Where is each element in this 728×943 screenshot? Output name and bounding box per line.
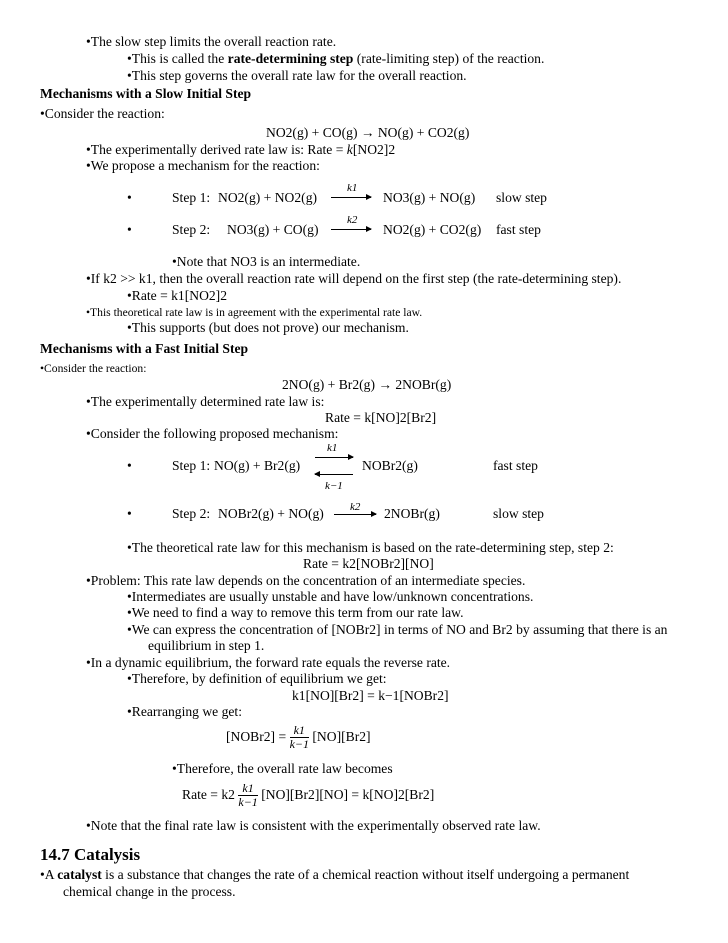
equation-rearranged [226,722,371,752]
label-step1-k: k1 [347,182,358,194]
text-catalyst-post: is a substance that changes the rate of a chemical reaction without itself undergoing a permanent [101,867,630,882]
heading-slow-initial-step: Mechanisms with a Slow Initial Step [40,86,252,101]
text-exp-rate-law-1 [86,142,395,158]
text-express-1: •We can express the concentration of [NOBr2] in terms of NO and Br2 by assuming that there is an [127,622,668,637]
bullet: • [127,458,132,473]
text-step-governs: •This step governs the overall rate law for the overall reaction. [127,68,467,83]
text-fstep2-reactants: NOBr2(g) + NO(g) [218,506,324,521]
text-rearr-rhs: [NO][Br2] [312,729,371,744]
text-therefore-definition: •Therefore, by definition of equilibrium we get: [127,671,387,686]
equation-reaction-2: 2NO(g) + Br2(g) → 2NOBr(g) [282,377,452,392]
text-fstep1-reactants: NO(g) + Br2(g) [214,458,301,473]
text-catalyst-bold: catalyst [57,867,102,882]
text-express-2: equilibrium in step 1. [148,638,265,653]
text-rearr-lhs: [NOBr2] = [226,729,287,744]
text-fstep2-label: Step 2: [172,506,211,521]
text-step1-products: NO3(g) + NO(g) [383,190,476,205]
equation-rate-k2: Rate = k2[NOBr2][NO] [303,556,434,571]
text-step1-speed: slow step [496,190,547,205]
label-fstep1-kr: k−1 [325,480,343,492]
text-rds-bold: rate-determining step [227,51,354,66]
bullet: • [127,222,132,237]
label-fstep1-kf: k1 [327,442,338,454]
text-if-k2: •If k2 >> k1, then the overall reaction rate will depend on the first step (the rate-determining step). [86,271,622,286]
text-fstep2-speed: slow step [493,506,544,521]
text-consider-mechanism: •Consider the following proposed mechanism: [86,426,339,441]
equation-equilibrium-definition: k1[NO][Br2] = k−1[NOBr2] [292,688,449,703]
arrow-fstep1-reverse [315,474,353,475]
text-rds-pre: •This is called the [127,51,228,66]
text-rds-post: (rate-limiting step) of the reaction. [353,51,545,66]
text-rate-k1: •Rate = k1[NO2]2 [127,288,228,303]
text-exp-rate-law-2: •The experimentally determined rate law is: [86,394,325,409]
text-fstep1-speed: fast step [493,458,538,473]
fraction-denominator: k−1 [289,737,309,752]
text-supports: •This supports (but does not prove) our mechanism. [127,320,409,335]
text-fstep1-label: Step 1: [172,458,211,473]
text-overall-becomes: •Therefore, the overall rate law becomes [172,761,393,776]
fraction-final-denominator: k−1 [238,795,258,810]
equation-rate-2: Rate = k[NO]2[Br2] [325,410,437,425]
text-problem: •Problem: This rate law depends on the concentration of an intermediate species. [86,573,526,588]
text-catalyst-continued: chemical change in the process. [63,884,236,899]
text-step1-reactants: NO2(g) + NO2(g) [218,190,318,205]
text-exp-rate1-k: k [346,142,353,157]
text-final-lhs: Rate = k2 [182,787,235,802]
label-step2-k: k2 [347,214,358,226]
text-note-intermediate: •Note that NO3 is an intermediate. [172,254,361,269]
text-exp-rate1-post: [NO2]2 [352,142,396,157]
text-fstep2-products: 2NOBr(g) [384,506,440,521]
text-theoretical-agreement: •This theoretical rate law is in agreement with the experimental rate law. [86,306,423,319]
text-step1-label: Step 1: [172,190,211,205]
text-dynamic-equilibrium: •In a dynamic equilibrium, the forward rate equals the reverse rate. [86,655,451,670]
text-note-final: •Note that the final rate law is consistent with the experimentally observed rate law. [86,818,541,833]
text-step2-label: Step 2: [172,222,211,237]
label-fstep2-k: k2 [350,501,361,513]
bullet: • [127,190,132,205]
text-catalyst-definition [40,867,629,883]
arrow-fstep1-forward [315,457,353,458]
text-catalyst-pre: •A [40,867,58,882]
fraction-final-numerator: k1 [238,782,257,796]
fraction-k1-over-k-1 [290,724,309,751]
text-consider-reaction-2: •Consider the reaction: [40,362,147,375]
text-unstable: •Intermediates are usually unstable and have low/unknown concentrations. [127,589,534,604]
bullet: • [127,506,132,521]
text-fstep1-products: NOBr2(g) [362,458,418,473]
fraction-final [238,782,257,809]
text-step2-reactants: NO3(g) + CO(g) [227,222,319,237]
text-remove-term: •We need to find a way to remove this term from our rate law. [127,605,464,620]
equation-final-rate [182,780,434,810]
equation-reaction-1: NO2(g) + CO(g) → NO(g) + CO2(g) [266,125,470,140]
arrow-step1-forward [331,197,371,198]
text-exp-rate1-pre: •The experimentally derived rate law is: Rate = [86,142,347,157]
text-rearranging: •Rearranging we get: [127,704,242,719]
text-step2-products: NO2(g) + CO2(g) [383,222,482,237]
arrow-step2-forward [331,229,371,230]
text-final-mid: [NO][Br2][NO] = k[NO]2[Br2] [261,787,435,802]
section-title-catalysis: 14.7 Catalysis [40,845,141,864]
text-consider-reaction-1: •Consider the reaction: [40,106,165,121]
text-rds-called [127,51,544,67]
text-propose-mechanism: •We propose a mechanism for the reaction: [86,158,320,173]
text-theoretical-based: •The theoretical rate law for this mechanism is based on the rate-determining step, step 2: [127,540,614,555]
text-step2-speed: fast step [496,222,541,237]
text-slow-step-limits: •The slow step limits the overall reaction rate. [86,34,337,49]
fraction-numerator: k1 [290,724,309,738]
heading-fast-initial-step: Mechanisms with a Fast Initial Step [40,341,249,356]
arrow-fstep2-forward [334,514,376,515]
